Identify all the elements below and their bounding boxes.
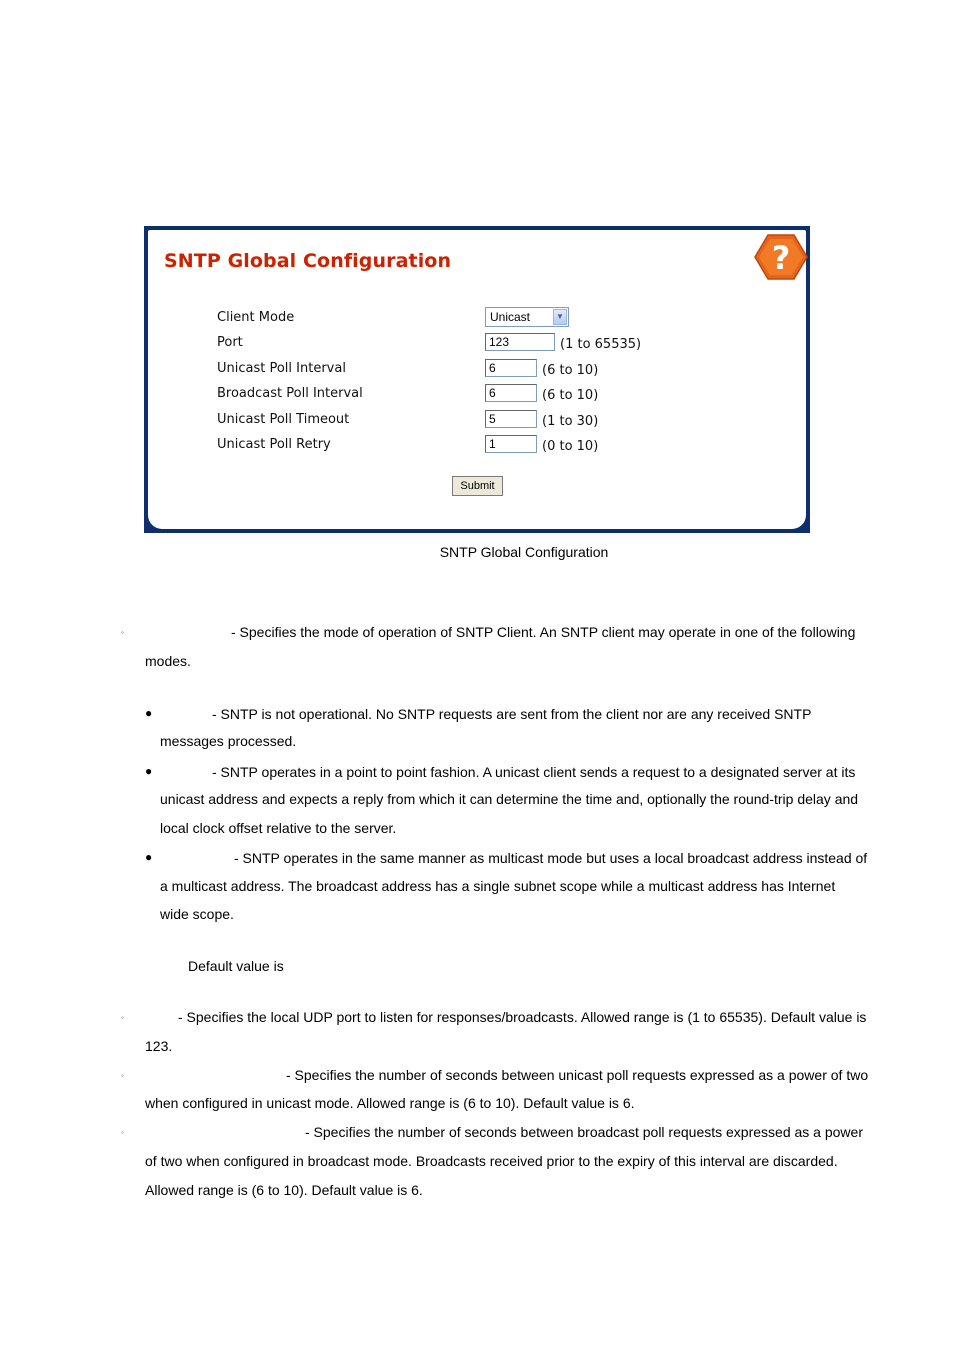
- unicast-poll-interval-desc-line1: - Specifies the number of seconds between unicast poll requests expressed as a power of two: [286, 1067, 869, 1083]
- svg-text:?: ?: [771, 239, 791, 277]
- unicast-poll-interval-hint: (6 to 10): [542, 363, 599, 378]
- broadcast-mode-line2: a multicast address. The broadcast address has a single subnet scope while a multicast address has Internet: [160, 878, 836, 894]
- unicast-poll-retry-input[interactable]: 1: [485, 435, 537, 453]
- default-value-note: Default value is: [188, 958, 284, 974]
- port-desc-line2: 123.: [145, 1038, 173, 1054]
- broadcast-mode-line1: - SNTP operates in the same manner as multicast mode but uses a local broadcast address instead of: [234, 850, 868, 866]
- port-desc-line1: - Specifies the local UDP port to listen for responses/broadcasts. Allowed range is (1 to 65535). Default value is: [178, 1009, 867, 1025]
- help-question-icon[interactable]: [754, 233, 808, 281]
- broadcast-mode-line3: wide scope.: [160, 906, 234, 922]
- client-mode-select[interactable]: [485, 307, 569, 327]
- bullet-dot-icon: ●: [145, 706, 153, 720]
- broadcast-poll-interval-desc-line2: of two when configured in broadcast mode. Broadcasts received prior to the expiry of this interval are discarded.: [145, 1153, 838, 1169]
- broadcast-poll-interval-hint: (6 to 10): [542, 388, 599, 403]
- unicast-poll-interval-desc-line2: when configured in unicast mode. Allowed range is (6 to 10). Default value is 6.: [145, 1095, 635, 1111]
- unicast-poll-timeout-label: Unicast Poll Timeout: [217, 412, 350, 427]
- port-label: Port: [217, 335, 243, 350]
- small-circle-bullet-icon: ◦: [121, 628, 124, 637]
- small-circle-bullet-icon: ◦: [121, 1128, 124, 1137]
- figure-caption: SNTP Global Configuration: [439, 544, 609, 560]
- small-circle-bullet-icon: ◦: [121, 1013, 124, 1022]
- client-mode-label: Client Mode: [217, 310, 295, 325]
- submit-button[interactable]: Submit: [452, 476, 503, 496]
- unicast-mode-line2: unicast address and expects a reply from which it can determine the time and, optionally the round-trip delay and: [160, 791, 859, 807]
- small-circle-bullet-icon: ◦: [121, 1071, 124, 1080]
- client-mode-value: Unicast: [490, 310, 531, 324]
- unicast-poll-timeout-input[interactable]: 5: [485, 410, 537, 428]
- broadcast-poll-interval-label: Broadcast Poll Interval: [217, 386, 363, 401]
- broadcast-poll-interval-desc-line3: Allowed range is (6 to 10). Default value is 6.: [145, 1182, 423, 1198]
- unicast-poll-timeout-hint: (1 to 30): [542, 414, 599, 429]
- disabled-mode-line1: - SNTP is not operational. No SNTP requests are sent from the client nor are any received SNTP: [212, 706, 812, 722]
- port-input[interactable]: 123: [485, 333, 555, 351]
- unicast-mode-line1: - SNTP operates in a point to point fashion. A unicast client sends a request to a designated server at its: [212, 764, 856, 780]
- unicast-poll-retry-label: Unicast Poll Retry: [217, 437, 331, 452]
- bullet-dot-icon: ●: [145, 850, 153, 864]
- disabled-mode-line2: messages processed.: [160, 733, 297, 749]
- unicast-mode-line3: local clock offset relative to the server.: [160, 820, 397, 836]
- unicast-poll-retry-hint: (0 to 10): [542, 439, 599, 454]
- unicast-poll-interval-label: Unicast Poll Interval: [217, 361, 346, 376]
- port-range-hint: (1 to 65535): [560, 337, 642, 352]
- bullet-dot-icon: ●: [145, 764, 153, 778]
- panel-body: [148, 230, 806, 529]
- chevron-down-icon[interactable]: ▼: [553, 309, 567, 325]
- broadcast-poll-interval-input[interactable]: 6: [485, 384, 537, 402]
- client-mode-desc-line2: modes.: [145, 653, 191, 669]
- client-mode-desc-line1: - Specifies the mode of operation of SNTP Client. An SNTP client may operate in one of the following: [231, 624, 856, 640]
- sntp-config-panel: [144, 226, 810, 533]
- unicast-poll-interval-input[interactable]: 6: [485, 359, 537, 377]
- broadcast-poll-interval-desc-line1: - Specifies the number of seconds between broadcast poll requests expressed as a power: [305, 1124, 863, 1140]
- panel-title: SNTP Global Configuration: [164, 250, 452, 272]
